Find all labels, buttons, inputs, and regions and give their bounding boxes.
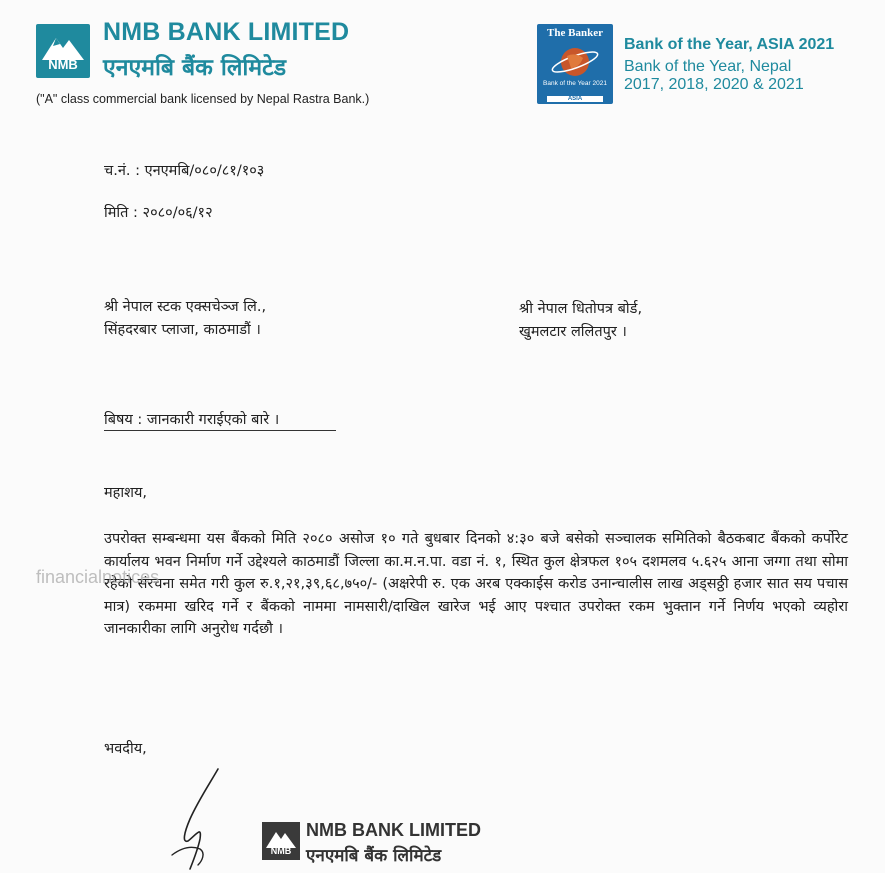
award-line-3: 2017, 2018, 2020 & 2021 bbox=[624, 76, 804, 93]
award-badge bbox=[537, 24, 613, 104]
bank-name-np: एनएमबि बैंक लिमिटेड bbox=[103, 55, 287, 81]
recipient-2-line-2: खुमलटार ललितपुर । bbox=[519, 324, 627, 340]
subject-underline bbox=[104, 430, 336, 431]
award-badge-subtitle: Bank of the Year 2021 bbox=[543, 80, 607, 87]
recipient-1-line-2: सिंहदरबार प्लाजा, काठमाडौं । bbox=[104, 322, 261, 338]
footer-logo bbox=[262, 822, 300, 860]
signature bbox=[160, 765, 240, 873]
nmb-logo bbox=[36, 24, 90, 78]
award-line-1: Bank of the Year, ASIA 2021 bbox=[624, 36, 835, 53]
globe-icon bbox=[537, 24, 613, 104]
footer-logo-text: NMB bbox=[270, 846, 292, 856]
footer-bank-name-en: NMB BANK LIMITED bbox=[306, 820, 481, 840]
award-badge-region: ASIA bbox=[547, 96, 603, 102]
logo-text: NMB bbox=[48, 57, 78, 72]
recipient-2-line-1: श्री नेपाल धितोपत्र बोर्ड, bbox=[519, 301, 643, 317]
reference-number: च.नं. : एनएमबि/०८०/८१/१०३ bbox=[104, 163, 265, 179]
award-badge-title: The Banker bbox=[547, 27, 603, 39]
salutation: महाशय, bbox=[104, 485, 148, 501]
footer-bank-name-np: एनएमबि बैंक लिमिटेड bbox=[306, 846, 442, 866]
subject: बिषय : जानकारी गराईएको बारे । bbox=[104, 412, 280, 428]
recipient-1-line-1: श्री नेपाल स्टक एक्सचेञ्ज लि., bbox=[104, 299, 267, 315]
watermark: financialnotices bbox=[36, 567, 160, 587]
bank-name-en: NMB BANK LIMITED bbox=[103, 18, 350, 46]
letter-date: मिति : २०८०/०६/१२ bbox=[104, 205, 213, 221]
award-line-2: Bank of the Year, Nepal bbox=[624, 58, 792, 75]
letter-body: उपरोक्त सम्बन्धमा यस बैंकको मिति २०८० असोज १० गते बुधबार दिनको ४:३० बजे बसेको सञ्चालक समितिको बैठकबाट बैंकको कर्पोरेट कार्यालय भवन निर्माण गर्ने उद्देश्यले काठमाडौं जिल्ला का.म.न.पा. वडा नं. १, स्थित कुल क्षेत्रफल १०५ दशमलव ५.६२५ आना जग्गा तथा सोमा रहेको संरचना समेत गरी कुल रु.१,२१,३९,६८,७५०/- (अक्षरेपी रु. एक अरब एक्काईस करोड उनान्चालीस लाख अड्सठ्ठी हजार सात सय पचास मात्र) रकममा खरिद गर्ने र बैंकको नाममा नामसारी/दाखिल खारेज भई आए पश्चात उपरोक्त रकम भुक्तान गर्ने निर्णय भएको व्यहोरा जानकारीका लागि अनुरोध गर्दछौ । bbox=[104, 531, 848, 637]
closing: भवदीय, bbox=[104, 741, 147, 757]
license-note: ("A" class commercial bank licensed by Nepal Rastra Bank.) bbox=[36, 92, 370, 106]
